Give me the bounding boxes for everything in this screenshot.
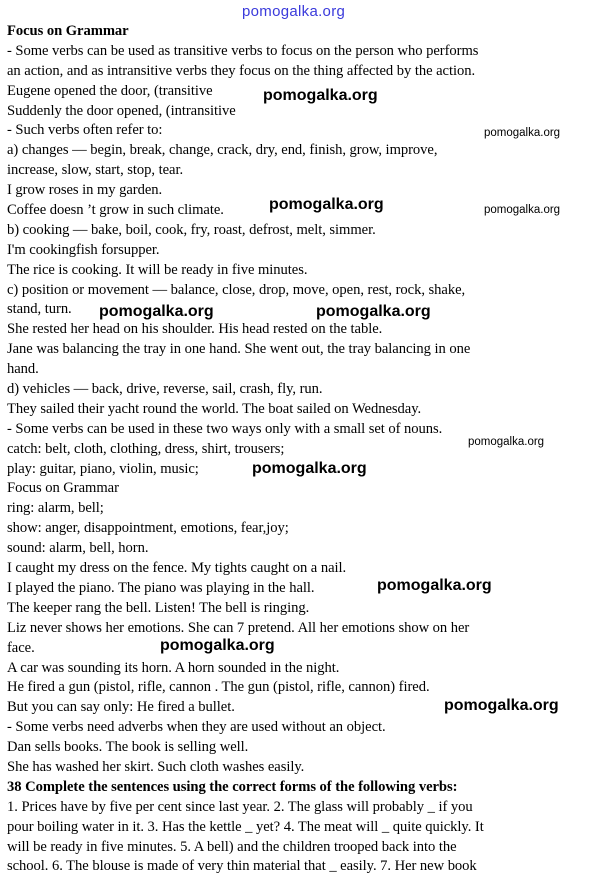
text-line: I caught my dress on the fence. My tights caught on a nail.	[7, 560, 347, 577]
watermark-top: pomogalka.org	[242, 3, 346, 20]
text-line: catch: belt, cloth, clothing, dress, shirt, trousers;	[7, 440, 285, 457]
text-line: hand.	[7, 361, 39, 378]
text-line: an action, and as intransitive verbs they focus on the thing affected by the action.	[7, 62, 476, 79]
text-line: I played the piano. The piano was playing in the hall.	[7, 579, 315, 596]
watermark: pomogalka.org	[269, 196, 384, 213]
text-line: Liz never shows her emotions. She can 7 pretend. All her emotions show on her	[7, 619, 470, 636]
text-line: Jane was balancing the tray in one hand. She went out, the tray balancing in one	[7, 341, 471, 358]
watermark: pomogalka.org	[160, 637, 275, 654]
text-line: The rice is cooking. It will be ready in five minutes.	[7, 261, 308, 278]
watermark: pomogalka.org	[263, 87, 378, 104]
text-line: - Some verbs can be used in these two ways only with a small set of nouns.	[7, 420, 443, 437]
text-line: Dan sells books. The book is selling well.	[7, 739, 249, 756]
text-line: He fired a gun (pistol, rifle, cannon . The gun (pistol, rifle, cannon) fired.	[7, 679, 430, 696]
watermark: pomogalka.org	[252, 460, 367, 477]
heading: Focus on Grammar	[7, 23, 129, 39]
text-line: - Some verbs can be used as transitive verbs to focus on the person who performs	[7, 42, 479, 59]
text-line: Focus on Grammar	[7, 480, 119, 497]
text-line: c) position or movement — balance, close, drop, move, open, rest, rock, shake,	[7, 281, 466, 298]
text-line: - Such verbs often refer to:	[7, 122, 163, 139]
watermark: pomogalka.org	[377, 577, 492, 594]
text-line: a) changes — begin, break, change, crack, dry, end, finish, grow, improve,	[7, 142, 438, 159]
text-line: I grow roses in my garden.	[7, 182, 163, 199]
text-line: school. 6. The blouse is made of very thin material that _ easily. 7. Her new book	[7, 858, 477, 875]
text-line: show: anger, disappointment, emotions, fear,joy;	[7, 520, 289, 537]
watermark: pomogalka.org	[484, 127, 561, 139]
text-line: face.	[7, 639, 35, 656]
document-body	[7, 22, 595, 877]
text-line: But you can say only: He fired a bullet.	[7, 699, 235, 716]
watermark: pomogalka.org	[316, 303, 431, 320]
text-line: I'm cookingfish forsupper.	[7, 241, 160, 258]
watermark: pomogalka.org	[444, 697, 559, 714]
exercise-heading: 38 Complete the sentences using the correct forms of the following verbs:	[7, 778, 458, 795]
text-line: 1. Prices have by five per cent since last year. 2. The glass will probably _ if you	[7, 798, 473, 815]
text-line: They sailed their yacht round the world. The boat sailed on Wednesday.	[7, 400, 422, 417]
text-line: Eugene opened the door, (transitive	[7, 82, 213, 99]
text-line: She has washed her skirt. Such cloth washes easily.	[7, 758, 305, 775]
text-line: pour boiling water in it. 3. Has the kettle _ yet? 4. The meat will _ quite quickly. It	[7, 818, 484, 835]
text-line: d) vehicles — back, drive, reverse, sail, crash, fly, run.	[7, 381, 323, 398]
text-line: A car was sounding its horn. A horn sounded in the night.	[7, 659, 340, 676]
text-line: play: guitar, piano, violin, music;	[7, 460, 199, 477]
text-line: Coffee doesn ’t grow in such climate.	[7, 202, 224, 219]
watermark: pomogalka.org	[468, 436, 545, 448]
text-line: stand, turn.	[7, 301, 72, 318]
text-line: b) cooking — bake, boil, cook, fry, roast, defrost, melt, simmer.	[7, 221, 376, 238]
text-line: ring: alarm, bell;	[7, 500, 104, 517]
text-line: increase, slow, start, stop, tear.	[7, 162, 184, 179]
text-line: The keeper rang the bell. Listen! The bell is ringing.	[7, 599, 310, 616]
text-line: Suddenly the door opened, (intransitive	[7, 102, 236, 119]
text-line: - Some verbs need adverbs when they are used without an object.	[7, 719, 386, 736]
text-line: will be ready in five minutes. 5. A bell) and the children trooped back into the	[7, 838, 457, 855]
watermark: pomogalka.org	[484, 204, 561, 216]
watermark: pomogalka.org	[99, 303, 214, 320]
text-line: She rested her head on his shoulder. His head rested on the table.	[7, 321, 383, 338]
text-line: sound: alarm, bell, horn.	[7, 540, 149, 557]
